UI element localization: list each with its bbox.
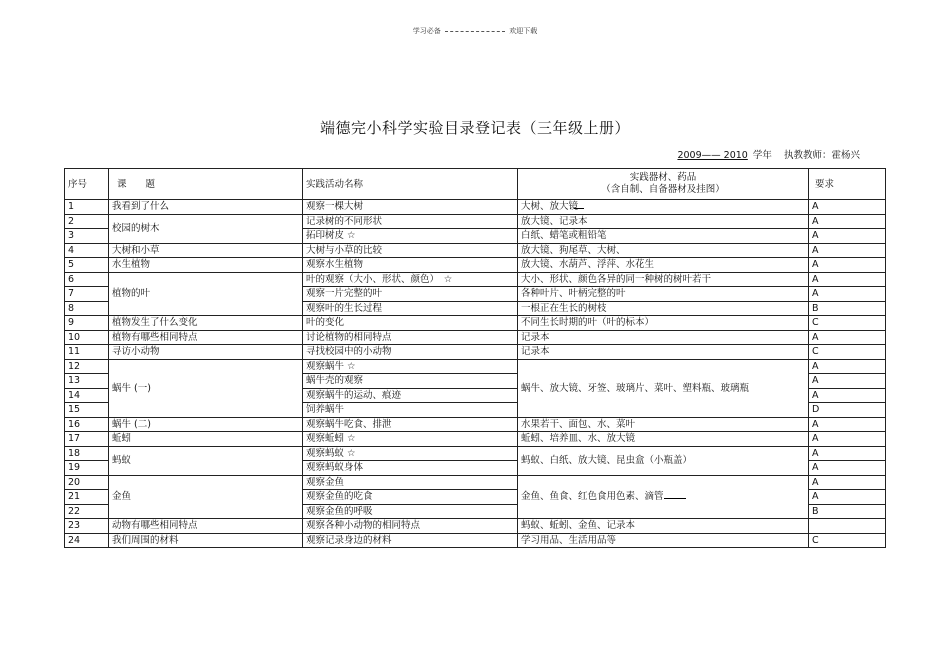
row-no: 16: [65, 417, 109, 432]
row-materials: 蚂蚁、蚯蚓、金鱼、记录本: [518, 519, 809, 534]
table-row: [65, 432, 886, 447]
table-row: [65, 316, 886, 331]
col-header-requirement: 要求: [809, 169, 886, 200]
row-no: 20: [65, 475, 109, 490]
row-requirement: A: [809, 214, 886, 229]
row-requirement: A: [809, 272, 886, 287]
row-activity: 观察金鱼的呼吸: [303, 504, 518, 519]
row-activity: 观察金鱼的吃食: [303, 490, 518, 505]
row-materials: 各种叶片、叶柄完整的叶: [518, 287, 809, 302]
table-row: [65, 272, 886, 287]
page-title: 端德完小科学实验目录登记表（三年级上册）: [319, 119, 630, 137]
row-requirement: A: [809, 388, 886, 403]
table-row: [65, 243, 886, 258]
row-activity: 观察记录身边的材料: [303, 533, 518, 548]
row-activity: 观察一片完整的叶: [303, 287, 518, 302]
row-materials-text: 金鱼、鱼食、红色食用色素、滴管: [521, 491, 664, 503]
row-materials: 蚂蚁、白纸、放大镜、昆虫盒（小瓶盖）: [518, 446, 809, 475]
row-materials: 放大镜、狗尾草、大树、: [518, 243, 809, 258]
row-materials: 大小、形状、颜色各异的同一种树的树叶若干: [518, 272, 809, 287]
row-no: 7: [65, 287, 109, 302]
page-header-note: [0, 26, 950, 36]
row-no: 18: [65, 446, 109, 461]
row-requirement: A: [809, 287, 886, 302]
row-activity: 观察叶的生长过程: [303, 301, 518, 316]
row-requirement: A: [809, 417, 886, 432]
row-lesson: 植物有哪些相同特点: [109, 330, 303, 345]
row-materials: 放大镜、记录本: [518, 214, 809, 229]
table-row: [65, 330, 886, 345]
school-year-suffix: 学年: [752, 150, 772, 161]
header-dash-divider: [445, 31, 505, 32]
row-materials: 记录本: [518, 345, 809, 360]
row-no: 22: [65, 504, 109, 519]
row-requirement: A: [809, 475, 886, 490]
row-lesson: 动物有哪些相同特点: [109, 519, 303, 534]
row-lesson: 蚂蚁: [109, 446, 303, 475]
row-requirement: C: [809, 345, 886, 360]
header-note-right: 欢迎下载: [509, 27, 538, 35]
row-no: 3: [65, 229, 109, 244]
row-materials: 学习用品、生活用品等: [518, 533, 809, 548]
row-requirement: A: [809, 359, 886, 374]
row-lesson: 植物发生了什么变化: [109, 316, 303, 331]
row-activity: 观察各种小动物的相同特点: [303, 519, 518, 534]
row-lesson: 我看到了什么: [109, 200, 303, 215]
row-requirement: A: [809, 446, 886, 461]
row-lesson: 寻访小动物: [109, 345, 303, 360]
row-no: 5: [65, 258, 109, 273]
col-header-materials-line1: 实践器材、药品: [629, 172, 697, 183]
row-no: 1: [65, 200, 109, 215]
row-activity: 大树与小草的比较: [303, 243, 518, 258]
row-requirement: A: [809, 330, 886, 345]
row-activity: 观察蜗牛的运动、痕迹: [303, 388, 518, 403]
row-requirement: C: [809, 533, 886, 548]
row-materials: [518, 475, 809, 519]
row-no: 14: [65, 388, 109, 403]
row-no: 11: [65, 345, 109, 360]
table-row: [65, 258, 886, 273]
row-activity: 观察蜗牛 ☆: [303, 359, 518, 374]
row-lesson: 我们周围的材料: [109, 533, 303, 548]
row-requirement: D: [809, 403, 886, 418]
row-activity: 观察蚂蚁 ☆: [303, 446, 518, 461]
row-activity: 讨论植物的相同特点: [303, 330, 518, 345]
table-row: [65, 359, 886, 374]
table-row: [65, 417, 886, 432]
row-no: 23: [65, 519, 109, 534]
school-year: 2009—— 2010: [677, 150, 748, 161]
row-lesson: 水生植物: [109, 258, 303, 273]
row-activity: 记录树的不同形状: [303, 214, 518, 229]
table-row: [65, 345, 886, 360]
row-materials: 不同生长时期的叶（叶的标本）: [518, 316, 809, 331]
row-no: 6: [65, 272, 109, 287]
teacher-label: 执教教师：: [783, 150, 832, 161]
row-requirement: A: [809, 200, 886, 215]
row-no: 19: [65, 461, 109, 476]
row-activity: 观察一棵大树: [303, 200, 518, 215]
row-no: 8: [65, 301, 109, 316]
row-requirement: B: [809, 301, 886, 316]
row-activity: 观察蚯蚓 ☆: [303, 432, 518, 447]
row-activity: 蜗牛壳的观察: [303, 374, 518, 389]
teacher-name: 霍杨兴: [831, 150, 860, 161]
row-no: 4: [65, 243, 109, 258]
row-no: 15: [65, 403, 109, 418]
row-requirement: A: [809, 461, 886, 476]
row-requirement: A: [809, 258, 886, 273]
row-no: 21: [65, 490, 109, 505]
row-lesson: 蜗牛 (一): [109, 359, 303, 417]
row-requirement: A: [809, 229, 886, 244]
table-row: [65, 214, 886, 229]
underline-mark: [574, 200, 584, 209]
row-activity: 观察蚂蚁身体: [303, 461, 518, 476]
row-materials: 白纸、蜡笔或粗铅笔: [518, 229, 809, 244]
row-lesson: 蚯蚓: [109, 432, 303, 447]
experiment-table: [64, 168, 886, 548]
row-materials: [518, 200, 809, 215]
row-activity: 叶的观察（大小、形状、颜色） ☆: [303, 272, 518, 287]
row-activity: 观察蜗牛吃食、排泄: [303, 417, 518, 432]
col-header-lesson: 课 题: [109, 169, 303, 200]
row-activity: 拓印树皮 ☆: [303, 229, 518, 244]
row-activity: 寻找校园中的小动物: [303, 345, 518, 360]
row-requirement: [809, 519, 886, 534]
row-materials: 放大镜、水葫芦、浮萍、水花生: [518, 258, 809, 273]
row-materials-text: 大树、放大镜: [521, 201, 579, 213]
row-materials: 记录本: [518, 330, 809, 345]
row-lesson: 大树和小草: [109, 243, 303, 258]
row-materials: 水果若干、面包、水、菜叶: [518, 417, 809, 432]
row-lesson: 蜗牛 (二): [109, 417, 303, 432]
row-materials: 蚯蚓、培养皿、水、放大镜: [518, 432, 809, 447]
row-requirement: B: [809, 504, 886, 519]
row-lesson: 校园的树木: [109, 214, 303, 243]
underline-mark: [664, 490, 686, 499]
row-no: 17: [65, 432, 109, 447]
row-requirement: A: [809, 243, 886, 258]
col-header-materials-line2: （含自制、自备器材及挂图）: [601, 184, 725, 195]
row-requirement: A: [809, 432, 886, 447]
table-header-row: [65, 169, 886, 200]
header-note-left: 学习必备: [412, 27, 441, 35]
table-row: [65, 475, 886, 490]
table-row: [65, 519, 886, 534]
table-row: [65, 446, 886, 461]
row-no: 12: [65, 359, 109, 374]
row-no: 24: [65, 533, 109, 548]
row-no: 9: [65, 316, 109, 331]
row-requirement: A: [809, 374, 886, 389]
row-lesson: 金鱼: [109, 475, 303, 519]
row-no: 10: [65, 330, 109, 345]
row-lesson: 植物的叶: [109, 272, 303, 316]
row-activity: 观察水生植物: [303, 258, 518, 273]
row-requirement: A: [809, 490, 886, 505]
row-materials: 一根正在生长的树枝: [518, 301, 809, 316]
row-materials: 蜗牛、放大镜、牙签、玻璃片、菜叶、塑料瓶、玻璃瓶: [518, 359, 809, 417]
row-activity: 饲养蜗牛: [303, 403, 518, 418]
col-header-activity: 实践活动名称: [303, 169, 518, 200]
meta-line: [675, 147, 860, 161]
row-activity: 观察金鱼: [303, 475, 518, 490]
row-no: 2: [65, 214, 109, 229]
row-activity: 叶的变化: [303, 316, 518, 331]
col-header-no: 序号: [65, 169, 109, 200]
row-no: 13: [65, 374, 109, 389]
row-requirement: C: [809, 316, 886, 331]
col-header-materials: [518, 169, 809, 200]
table-row: [65, 200, 886, 215]
table-row: [65, 533, 886, 548]
